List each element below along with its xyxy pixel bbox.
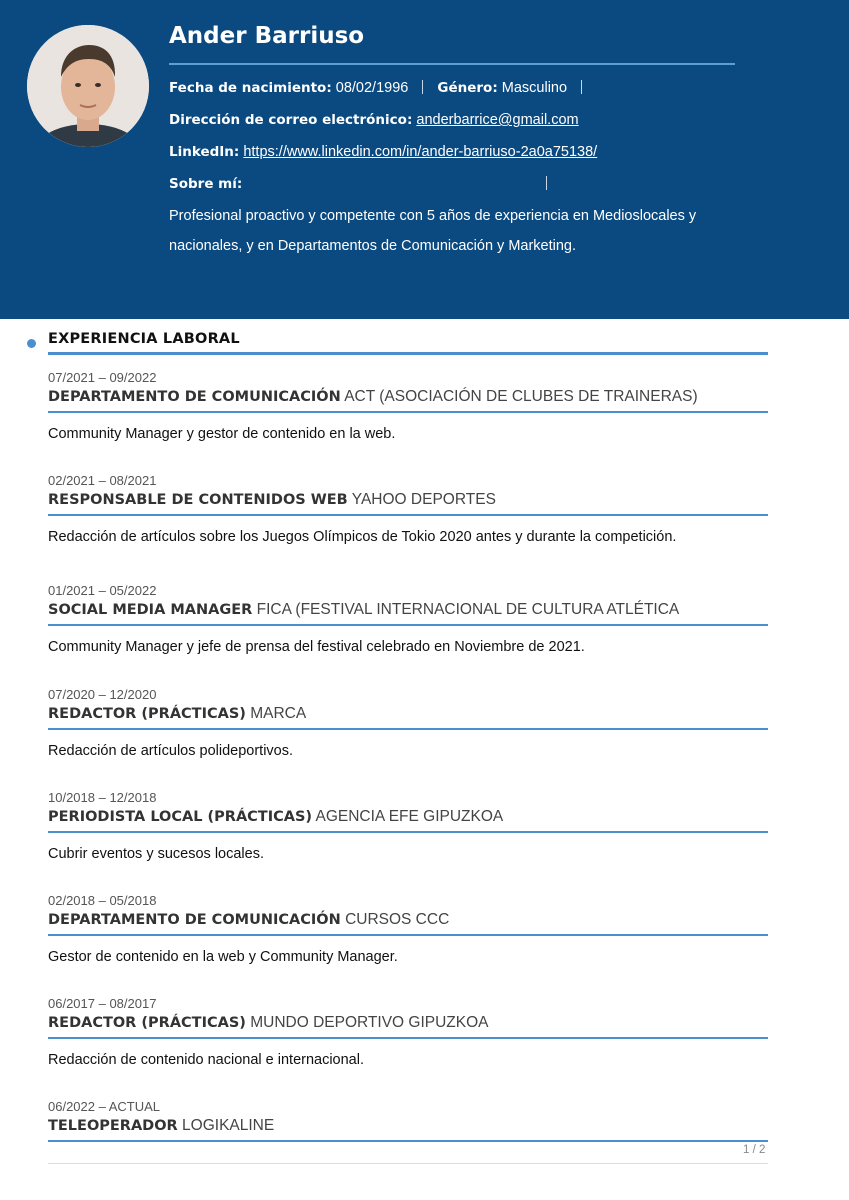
email-link[interactable]: anderbarrice@gmail.com (416, 112, 579, 128)
job-description: Community Manager y gestor de contenido en la web. (48, 426, 396, 442)
job-organization: FICA (FESTIVAL INTERNACIONAL DE CULTURA ATLÉTICA (256, 601, 680, 618)
job-title-line (48, 1116, 768, 1136)
job-entry (48, 473, 768, 546)
job-title-line (48, 600, 768, 620)
job-role: TELEOPERADOR (48, 1118, 178, 1134)
page-number: 1 / 2 (743, 1144, 766, 1156)
job-description: Community Manager y jefe de prensa del festival celebrado en Noviembre de 2021. (48, 639, 585, 655)
job-title-line (48, 807, 768, 827)
job-description: Redacción de artículos sobre los Juegos Olímpicos de Tokio 2020 antes y durante la competición. (48, 529, 677, 545)
job-entry (48, 370, 768, 443)
birth-value: 08/02/1996 (335, 80, 409, 96)
job-entry (48, 893, 768, 966)
job-entry (48, 1099, 768, 1142)
section-title: EXPERIENCIA LABORAL (48, 331, 240, 347)
job-organization: MUNDO DEPORTIVO GIPUZKOA (250, 1014, 489, 1031)
job-organization: AGENCIA EFE GIPUZKOA (315, 808, 504, 825)
job-role: SOCIAL MEDIA MANAGER (48, 602, 253, 618)
job-divider (48, 514, 768, 516)
footer-divider (48, 1163, 768, 1164)
linkedin-label: LinkedIn: (169, 144, 240, 160)
job-dates: 01/2021 – 05/2022 (48, 583, 157, 598)
section-bullet-icon (27, 339, 36, 348)
linkedin-line (169, 144, 597, 160)
job-organization: MARCA (250, 705, 307, 722)
job-divider (48, 1140, 768, 1142)
job-divider (48, 728, 768, 730)
job-organization: YAHOO DEPORTES (351, 491, 496, 508)
job-entry (48, 996, 768, 1069)
email-line (169, 112, 579, 128)
job-entry (48, 687, 768, 760)
job-title-line (48, 910, 768, 930)
job-role: RESPONSABLE DE CONTENIDOS WEB (48, 492, 348, 508)
separator (581, 80, 582, 94)
birth-gender-line (169, 80, 592, 96)
gender-label: Género: (437, 80, 498, 96)
job-role: PERIODISTA LOCAL (PRÁCTICAS) (48, 809, 313, 825)
job-title-line (48, 490, 768, 510)
job-dates: 06/2022 – ACTUAL (48, 1099, 161, 1114)
job-divider (48, 1037, 768, 1039)
job-role: REDACTOR (PRÁCTICAS) (48, 1015, 246, 1031)
job-title-line (48, 1013, 768, 1033)
separator (546, 176, 547, 190)
job-organization: LOGIKALINE (182, 1117, 275, 1134)
job-dates: 06/2017 – 08/2017 (48, 996, 157, 1011)
job-dates: 02/2021 – 08/2021 (48, 473, 157, 488)
job-description: Gestor de contenido en la web y Community Manager. (48, 949, 398, 965)
job-organization: ACT (ASOCIACIÓN DE CLUBES DE TRAINERAS) (344, 388, 698, 405)
job-description: Cubrir eventos y sucesos locales. (48, 846, 264, 862)
job-role: REDACTOR (PRÁCTICAS) (48, 706, 246, 722)
job-dates: 07/2020 – 12/2020 (48, 687, 157, 702)
birth-label: Fecha de nacimiento: (169, 80, 332, 96)
job-description: Redacción de contenido nacional e internacional. (48, 1052, 364, 1068)
job-divider (48, 624, 768, 626)
about-text: Profesional proactivo y competente con 5 años de experiencia en Medioslocales y nacionales, y en Departamentos de Comunicación y Marketing. (169, 208, 697, 254)
separator (422, 80, 423, 94)
job-divider (48, 934, 768, 936)
section-divider (48, 352, 768, 355)
job-organization: CURSOS CCC (345, 911, 450, 928)
job-role: DEPARTAMENTO DE COMUNICACIÓN (48, 912, 341, 928)
job-entry (48, 790, 768, 863)
about-label: Sobre mí: (169, 176, 243, 192)
job-divider (48, 831, 768, 833)
email-label: Dirección de correo electrónico: (169, 112, 413, 128)
job-entry (48, 583, 768, 656)
candidate-name: Ander Barriuso (169, 23, 365, 49)
job-description: Redacción de artículos polideportivos. (48, 743, 294, 759)
about-label-line (169, 176, 557, 192)
linkedin-link[interactable]: https://www.linkedin.com/in/ander-barriuso-2a0a75138/ (243, 144, 598, 160)
job-title-line (48, 387, 768, 407)
name-divider (169, 63, 735, 65)
job-role: DEPARTAMENTO DE COMUNICACIÓN (48, 389, 341, 405)
gender-value: Masculino (501, 80, 568, 96)
job-divider (48, 411, 768, 413)
header-banner (0, 0, 849, 319)
job-dates: 07/2021 – 09/2022 (48, 370, 157, 385)
job-title-line (48, 704, 768, 724)
job-dates: 10/2018 – 12/2018 (48, 790, 157, 805)
job-dates: 02/2018 – 05/2018 (48, 893, 157, 908)
profile-photo (27, 25, 149, 147)
